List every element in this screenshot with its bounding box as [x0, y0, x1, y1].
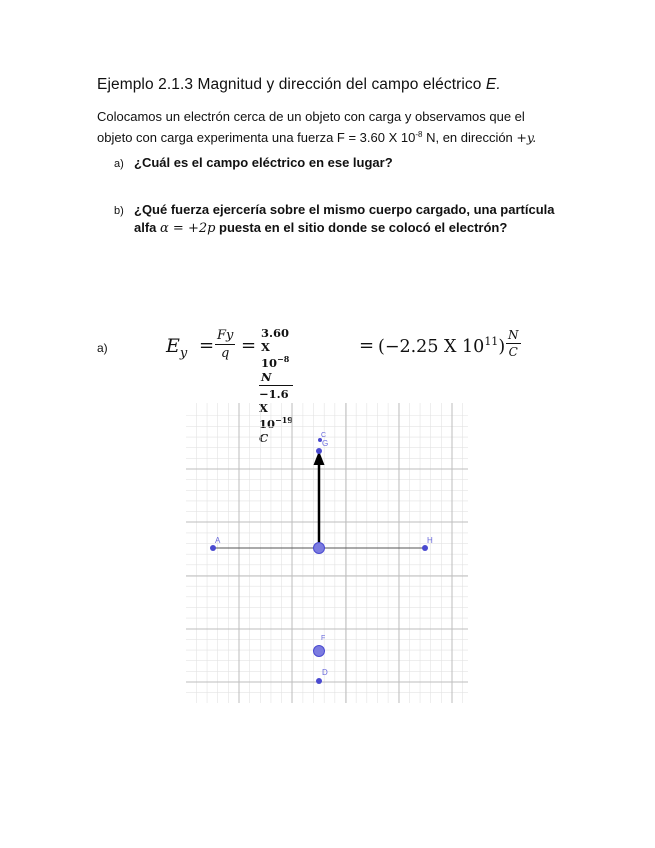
label-c: C — [321, 432, 327, 439]
question-b-line-2-pre: alfa — [134, 220, 161, 235]
problem-line-2-pre: objeto con carga experimenta una fuerza F = 3.60 X 10 — [97, 130, 416, 145]
denominator-exponent: −19 — [275, 414, 293, 425]
equals-sign-3: = — [359, 335, 375, 356]
force-exponent: -8 — [415, 130, 423, 139]
numerator-exponent: −8 — [277, 354, 290, 364]
problem-line-2-post: N, en dirección — [422, 130, 517, 145]
equals-sign-2: = — [241, 335, 257, 356]
direction-variable: +y. — [516, 130, 537, 145]
result-exponent: 11 — [484, 335, 499, 348]
heading-text: Ejemplo 2.1.3 Magnitud y dirección del campo eléctrico — [97, 76, 486, 93]
denominator-value: −1.6 X 10 — [259, 386, 289, 431]
label-g: G — [322, 439, 329, 448]
question-b-line-2-post: puesta en el sitio donde se colocó el electrón? — [215, 220, 508, 235]
fraction-1-numerator: Fy — [217, 328, 234, 343]
point-a — [210, 545, 216, 551]
equation-lhs-symbol: E — [166, 335, 180, 357]
result-close-paren: ) — [498, 336, 506, 357]
question-b-label: b) — [114, 205, 124, 217]
point-g — [316, 448, 322, 454]
equation-lhs-subscript: y — [179, 345, 188, 361]
question-a-text: ¿Cuál es el campo eléctrico en ese lugar? — [134, 155, 393, 170]
fraction-1-denominator: q — [221, 346, 230, 361]
unit-numerator: N — [508, 328, 519, 342]
numerator-value: 3.60 X 10 — [261, 326, 290, 370]
unit-denominator: C — [508, 345, 518, 359]
question-b-line-1: ¿Qué fuerza ejercería sobre el mismo cuerpo cargado, una partícula — [134, 202, 555, 217]
point-f — [314, 646, 325, 657]
problem-line-1: Colocamos un electrón cerca de un objeto con carga y observamos que el — [97, 109, 525, 124]
numerator-unit: N — [261, 369, 272, 384]
denominator-unit: C — [259, 430, 269, 445]
point-h — [422, 545, 428, 551]
result-mantissa: (−2.25 X 10 — [378, 336, 485, 357]
label-d: D — [322, 668, 328, 677]
label-f: F — [321, 635, 326, 642]
label-a: A — [215, 536, 221, 545]
alpha-charge-math: α = +2p — [160, 221, 216, 236]
equals-sign-1: = — [199, 335, 215, 356]
point-electron — [314, 543, 325, 554]
grid — [186, 403, 468, 703]
label-h: H — [427, 536, 433, 545]
point-d — [316, 678, 322, 684]
answer-a-label: a) — [97, 341, 108, 355]
heading-symbol: E. — [485, 76, 501, 93]
question-a-label: a) — [114, 158, 124, 170]
